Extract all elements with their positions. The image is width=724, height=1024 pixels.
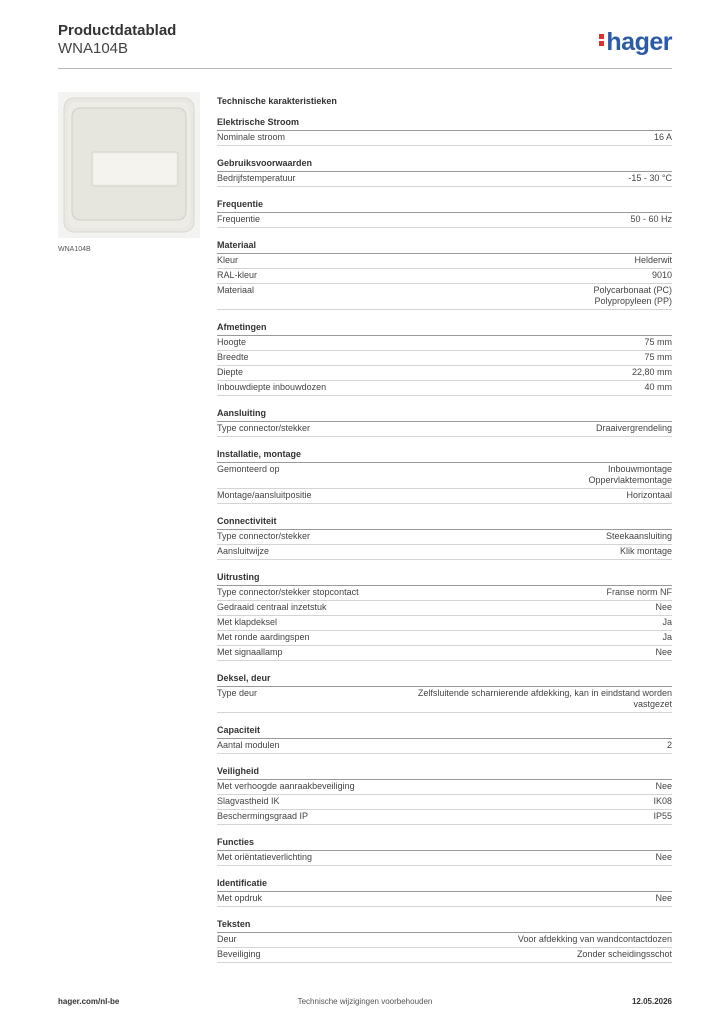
spec-value: Nee (655, 852, 672, 862)
section-title: Frequentie (217, 199, 672, 213)
spec-row (217, 284, 672, 310)
spec-row (217, 254, 672, 269)
spec-label: Diepte (217, 367, 244, 377)
spec-value: Nee (655, 647, 672, 657)
spec-label: Type connector/stekker (217, 531, 311, 541)
spec-value: Voor afdekking van wandcontactdozen (517, 934, 672, 944)
footer-url[interactable]: hager.com/nl-be (58, 997, 120, 1006)
section-title: Functies (217, 837, 672, 851)
header-divider (58, 68, 672, 69)
spec-value: Horizontaal (626, 490, 672, 500)
spec-value: Zelfsluitende scharnierende afdekking, kan in eindstand worden vastgezet (417, 688, 672, 709)
spec-section (217, 117, 672, 146)
spec-row (217, 545, 672, 560)
product-code: WNA104B (58, 40, 129, 57)
spec-section (217, 449, 672, 504)
spec-label: Type deur (217, 688, 258, 698)
spec-value: Inbouwmontage Oppervlaktemontage (588, 464, 672, 485)
spec-label: Aantal modulen (217, 740, 280, 750)
spec-row (217, 489, 672, 504)
spec-section (217, 837, 672, 866)
section-title: Deksel, deur (217, 673, 672, 687)
spec-row (217, 795, 672, 810)
spec-row (217, 213, 672, 228)
spec-label: Met signaallamp (217, 647, 283, 657)
spec-value: Zonder scheidingsschot (576, 949, 672, 959)
spec-section (217, 919, 672, 963)
spec-label: RAL-kleur (217, 270, 258, 280)
spec-value: Klik montage (619, 546, 672, 556)
spec-row (217, 687, 672, 713)
spec-value: 75 mm (644, 352, 672, 362)
spec-value: -15 - 30 °C (628, 173, 672, 183)
spec-label: Type connector/stekker (217, 423, 311, 433)
spec-label: Aansluitwijze (217, 546, 270, 556)
spec-value: Franse norm NF (606, 587, 672, 597)
section-title: Identificatie (217, 878, 672, 892)
spec-section (217, 240, 672, 310)
spec-value: 9010 (651, 270, 672, 280)
footer-notice: Technische wijzigingen voorbehouden (297, 997, 433, 1006)
spec-section (217, 878, 672, 907)
spec-row (217, 530, 672, 545)
spec-heading: Technische karakteristieken (217, 96, 337, 106)
spec-row (217, 616, 672, 631)
spec-label: Met verhoogde aanraakbeveiliging (217, 781, 355, 791)
spec-label: Gemonteerd op (217, 464, 280, 474)
spec-table (217, 95, 672, 975)
logo-dots-icon (599, 32, 604, 48)
spec-section (217, 516, 672, 560)
spec-label: Beschermingsgraad IP (217, 811, 309, 821)
spec-section (217, 572, 672, 661)
section-title: Aansluiting (217, 408, 672, 422)
spec-label: Materiaal (217, 285, 255, 295)
section-title: Gebruiksvoorwaarden (217, 158, 672, 172)
spec-label: Type connector/stekker stopcontact (217, 587, 359, 597)
spec-value: Helderwit (634, 255, 672, 265)
section-title: Elektrische Stroom (217, 117, 672, 131)
spec-label: Met ronde aardingspen (217, 632, 310, 642)
spec-row (217, 463, 672, 489)
spec-row (217, 810, 672, 825)
spec-value: IP55 (653, 811, 672, 821)
spec-row (217, 646, 672, 661)
spec-sections (217, 117, 672, 963)
spec-label: Breedte (217, 352, 249, 362)
section-title: Uitrusting (217, 572, 672, 586)
spec-value: Nee (655, 893, 672, 903)
spec-section (217, 199, 672, 228)
spec-row (217, 892, 672, 907)
spec-row (217, 586, 672, 601)
spec-value: Nee (655, 781, 672, 791)
page-header (58, 22, 672, 68)
spec-value: 16 A (653, 132, 672, 142)
spec-section (217, 725, 672, 754)
spec-value: 50 - 60 Hz (630, 214, 672, 224)
spec-row (217, 601, 672, 616)
spec-label: Nominale stroom (217, 132, 286, 142)
spec-label: Met klapdeksel (217, 617, 278, 627)
logo-text: hager (606, 28, 672, 56)
spec-row (217, 336, 672, 351)
spec-label: Hoogte (217, 337, 247, 347)
section-title: Teksten (217, 919, 672, 933)
spec-row (217, 933, 672, 948)
spec-row (217, 269, 672, 284)
socket-cover-icon (58, 92, 200, 238)
section-title: Capaciteit (217, 725, 672, 739)
spec-value: Polycarbonaat (PC) Polypropyleen (PP) (593, 285, 672, 306)
section-title: Materiaal (217, 240, 672, 254)
product-image-caption: WNA104B (58, 246, 91, 253)
section-title: Connectiviteit (217, 516, 672, 530)
spec-value: Nee (655, 602, 672, 612)
spec-label: Met opdruk (217, 893, 263, 903)
page-title: Productdatablad (58, 22, 177, 39)
spec-value: IK08 (653, 796, 672, 806)
section-title: Installatie, montage (217, 449, 672, 463)
footer-date: 12.05.2026 (631, 997, 672, 1006)
spec-label: Met oriëntatieverlichting (217, 852, 313, 862)
spec-row (217, 172, 672, 187)
product-image (58, 92, 200, 238)
spec-value: 75 mm (644, 337, 672, 347)
spec-value: Draaivergrendeling (595, 423, 672, 433)
spec-value: Ja (662, 632, 672, 642)
spec-label: Frequentie (217, 214, 261, 224)
section-title: Veiligheid (217, 766, 672, 780)
hager-logo (599, 28, 672, 57)
spec-row (217, 948, 672, 963)
spec-value: Ja (662, 617, 672, 627)
spec-label: Inbouwdiepte inbouwdozen (217, 382, 327, 392)
spec-row (217, 131, 672, 146)
spec-row (217, 422, 672, 437)
spec-row (217, 631, 672, 646)
spec-section (217, 408, 672, 437)
spec-row (217, 381, 672, 396)
spec-value: 40 mm (644, 382, 672, 392)
spec-section (217, 673, 672, 713)
spec-row (217, 780, 672, 795)
spec-label: Beveiliging (217, 949, 261, 959)
spec-value: Steekaansluiting (605, 531, 672, 541)
spec-section (217, 766, 672, 825)
spec-section (217, 322, 672, 396)
spec-label: Gedraaid centraal inzetstuk (217, 602, 327, 612)
spec-label: Montage/aansluitpositie (217, 490, 312, 500)
spec-label: Deur (217, 934, 237, 944)
spec-row (217, 366, 672, 381)
spec-row (217, 851, 672, 866)
section-title: Afmetingen (217, 322, 672, 336)
spec-label: Slagvastheid IK (217, 796, 280, 806)
spec-row (217, 739, 672, 754)
spec-label: Kleur (217, 255, 239, 265)
spec-value: 22,80 mm (631, 367, 672, 377)
spec-value: 2 (666, 740, 672, 750)
spec-section (217, 158, 672, 187)
spec-row (217, 351, 672, 366)
spec-label: Bedrijfstemperatuur (217, 173, 296, 183)
